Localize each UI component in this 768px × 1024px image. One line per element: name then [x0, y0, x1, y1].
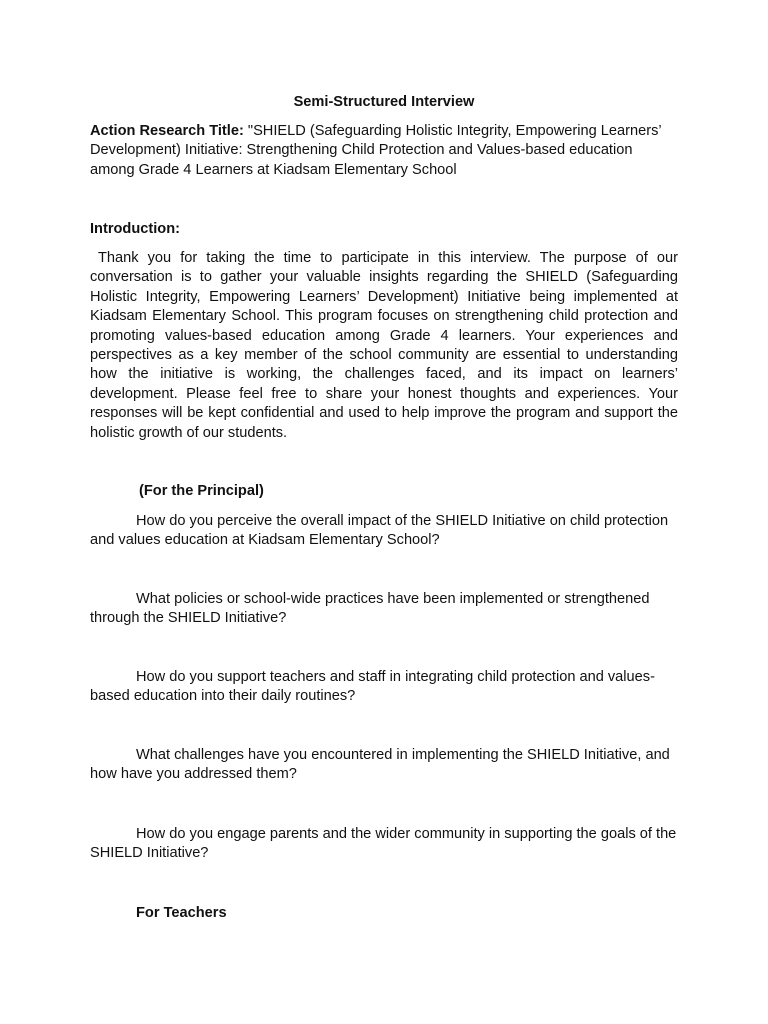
principal-question-2: What policies or school-wide practices have been implemented or strengthened through the SHIELD Initiative? — [90, 591, 650, 627]
document-title: Semi-Structured Interview — [293, 94, 475, 110]
principal-question-1: How do you perceive the overall impact of the SHIELD Initiative on child protection and values education at Kiadsam Elementary School? — [90, 513, 669, 549]
introduction-heading: Introduction: — [90, 221, 180, 237]
principal-section-heading: (For the Principal) — [139, 483, 264, 499]
principal-question-5: How do you engage parents and the wider community in supporting the goals of the SHIELD Initiative? — [90, 826, 677, 862]
action-research-text: "SHIELD (Safeguarding Holistic Integrity, Empowering Learners’ Development) Initiative: Strengthening Child Protection and Values-based education among Grade 4 Learners at Kiadsam Elementary School — [90, 123, 662, 178]
principal-question-4: What challenges have you encountered in implementing the SHIELD Initiative, and how have you addressed them? — [90, 747, 670, 783]
introduction-body: Thank you for taking the time to participate in this interview. The purpose of our conversation is to gather your valuable insights regarding the SHIELD (Safeguarding Holistic Integrity, Empowering Learners’ Development) Initiative being implemented at Kiadsam Elementary School. This program focuses on strengthening child protection and promoting values-based education among Grade 4 learners. Your experiences and perspectives as a key member of the school community are essential to understanding how the initiative is working, the challenges faced, and its impact on learners’ development. Please feel free to share your honest thoughts and experiences. Your responses will be kept confidential and used to help improve the program and support the holistic growth of our students. — [90, 250, 678, 441]
teachers-section-heading: For Teachers — [136, 905, 227, 921]
principal-question-3: How do you support teachers and staff in integrating child protection and values-based education into their daily routines? — [90, 669, 655, 705]
action-research-label: Action Research Title: — [90, 123, 244, 139]
action-research-title — [90, 122, 678, 180]
